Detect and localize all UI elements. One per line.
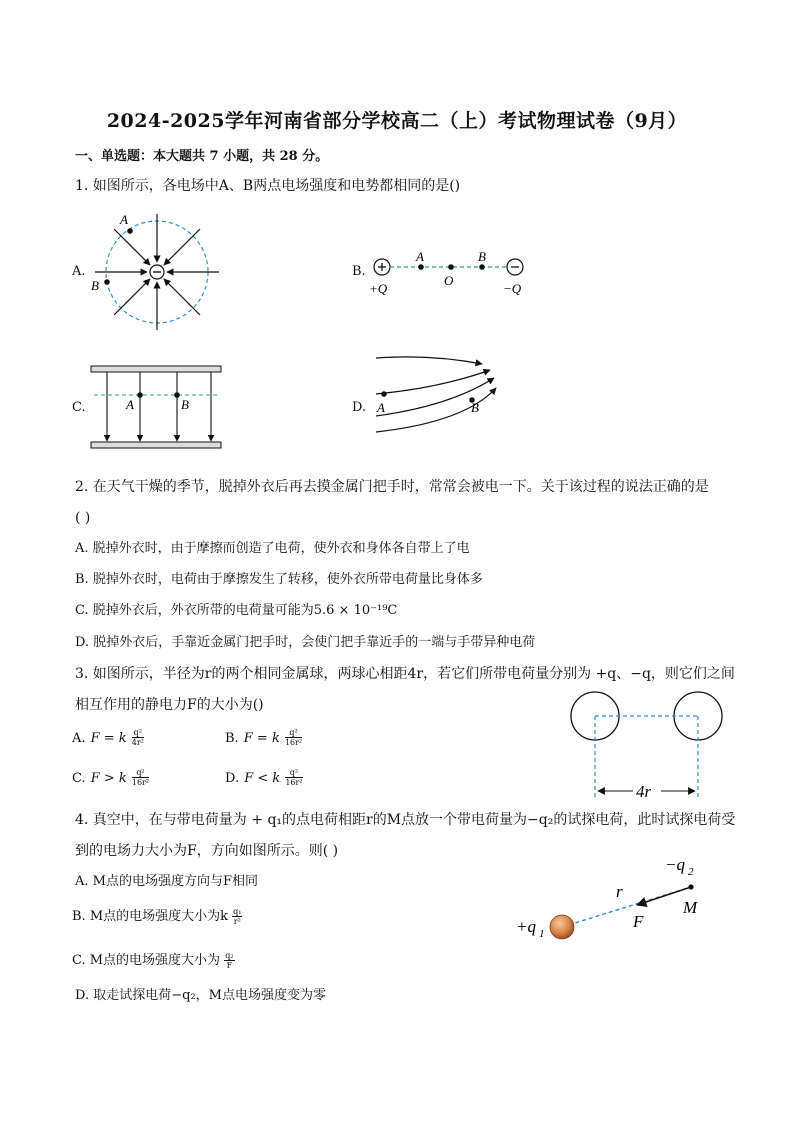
q1b-plus-q: +Q xyxy=(369,281,388,296)
q4-plus-q1: +q xyxy=(516,917,536,936)
q1-option-b-label: B. xyxy=(352,264,366,279)
q1d-point-b: B xyxy=(471,400,479,415)
q3-option-b-formula: F = k xyxy=(243,731,280,746)
q1b-point-a: A xyxy=(416,249,424,264)
q1b-point-b: B xyxy=(478,249,486,264)
q4-option-d: D. 取走试探电荷−q₂，M点电场强度变为零 xyxy=(75,988,326,1003)
q4-force-f: F xyxy=(633,912,644,931)
q3-option-d-formula: F < k xyxy=(244,771,281,786)
q3-stem-line1: 3. 如图所示，半径为r的两个相同金属球，两球心相距4r，若它们所带电荷量分别为 +q、−q，则它们之间 xyxy=(75,666,735,682)
q2-option-c: C. 脱掉外衣后，外衣所带的电荷量可能为5.6 × 10⁻¹⁹C xyxy=(75,603,398,618)
q4-figure xyxy=(510,850,730,950)
q3-stem-line2: 相互作用的静电力F的大小为() xyxy=(75,697,264,713)
q1b-minus-q: −Q xyxy=(503,281,522,296)
q1-figure-d xyxy=(370,350,510,440)
q4-option-c: C. M点的电场强度大小为 $\frac{\text{q₂}}{F}$ xyxy=(72,951,234,970)
q1b-point-o: O xyxy=(444,273,454,288)
q3-option-b: B. F = k $\frac{\text{q²}}{\text{16r²}}$ xyxy=(225,728,303,747)
q1-option-c-label: C. xyxy=(72,400,86,415)
q1-figure-c xyxy=(88,362,228,452)
q4-option-b: B. M点的电场强度大小为k $\frac{\text{q₁}}{\text{r²}}$ xyxy=(72,907,242,926)
page-title: 2024-2025学年河南省部分学校高二（上）考试物理试卷（9月） xyxy=(106,110,688,132)
q3-option-d: D. F < k $\frac{\text{q²}}{\text{16r²}}$ xyxy=(225,768,303,787)
q4-minus-q2: −q xyxy=(665,855,685,874)
q1a-point-a: A xyxy=(120,212,128,227)
q4-distance-r: r xyxy=(616,882,623,901)
q1-stem: 1. 如图所示，各电场中A、B两点电场强度和电势都相同的是() xyxy=(75,178,461,194)
q1c-point-a: A xyxy=(126,397,134,412)
q1-figure-a xyxy=(90,205,230,335)
q4-option-a: A. M点的电场强度方向与F相同 xyxy=(75,874,258,889)
q2-option-d: D. 脱掉外衣后，手靠近金属门把手时，会使门把手靠近手的一端与手带异种电荷 xyxy=(75,635,536,650)
q4-stem-line1: 4. 真空中，在与带电荷量为 + q₁的点电荷相距r的M点放一个带电荷量为−q₂的试探电荷，此时试探电荷受 xyxy=(75,812,736,828)
q3-option-a: A. F = k $\frac{\text{q²}}{\text{4r²}}$ xyxy=(72,728,144,747)
q2-option-b: B. 脱掉外衣时，电荷由于摩擦发生了转移，使外衣所带电荷量比身体多 xyxy=(75,572,483,587)
q1d-point-a: A xyxy=(377,400,385,415)
q3-distance-label: 4r xyxy=(636,782,652,801)
q1c-point-b: B xyxy=(181,397,189,412)
q3-figure-spheres xyxy=(565,690,730,805)
q4-point-m: M xyxy=(683,898,698,917)
q3-option-a-formula: F = k xyxy=(90,731,127,746)
q4-minus-q2-subscript: 2 xyxy=(688,866,694,878)
q3-option-c-formula: F > k xyxy=(90,771,127,786)
q1-option-d-label: D. xyxy=(352,400,367,415)
q4-stem-line2: 到的电场力大小为F，方向如图所示。则( ) xyxy=(75,843,339,859)
q4-plus-q1-subscript: 1 xyxy=(539,928,545,940)
section-heading: 一、单选题：本大题共 7 小题，共 28 分。 xyxy=(75,149,329,164)
q1-figure-b xyxy=(365,242,540,302)
q2-stem-line2: ( ) xyxy=(75,510,91,526)
q2-option-a: A. 脱掉外衣时，由于摩擦而创造了电荷，使外衣和身体各自带上了电 xyxy=(75,541,470,556)
q2-stem-line1: 2. 在天气干燥的季节，脱掉外衣后再去摸金属门把手时，常常会被电一下。关于该过程的说法正确的是 xyxy=(75,479,709,495)
q1a-point-b: B xyxy=(91,278,99,293)
q3-option-c: C. F > k $\frac{\text{q²}}{\text{16r²}}$ xyxy=(72,768,150,787)
q1-option-a-label: A. xyxy=(72,264,86,279)
